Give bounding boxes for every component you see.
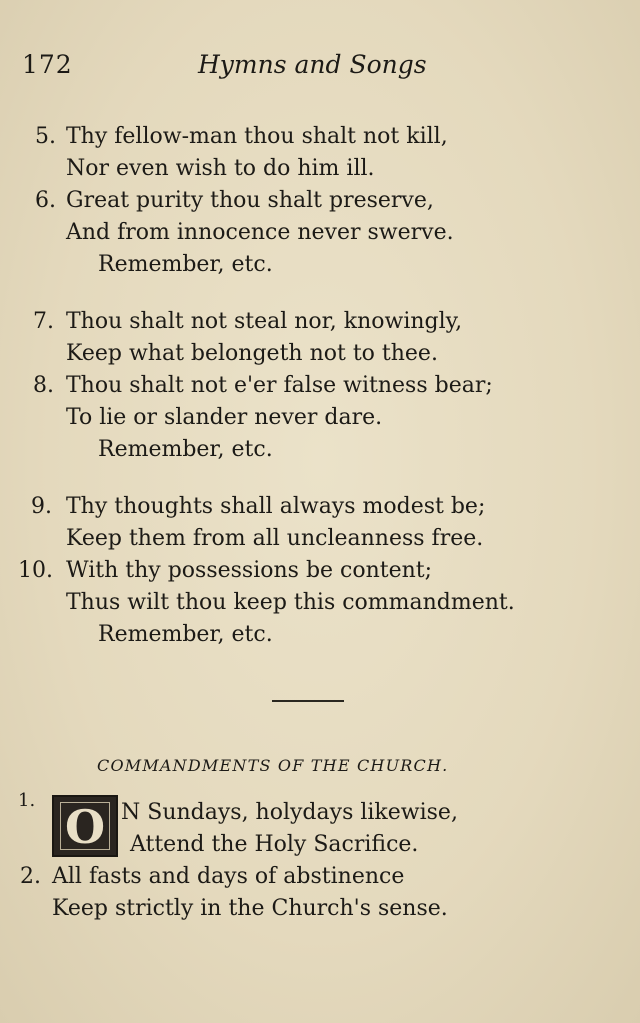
- section-divider: [272, 700, 344, 702]
- refrain: Remember, etc.: [98, 252, 273, 277]
- refrain: Remember, etc.: [98, 437, 273, 462]
- verse-line: Thou shalt not steal nor, knowingly,: [66, 309, 463, 334]
- verse-number: 5.: [35, 124, 56, 149]
- verse-line: Keep strictly in the Church's sense.: [52, 896, 448, 921]
- verse-number: 8.: [33, 373, 54, 398]
- page-number: 172: [22, 50, 73, 79]
- item-number: 1.: [18, 790, 36, 811]
- verse-line: Thy thoughts shall always modest be;: [66, 494, 486, 519]
- ornamental-initial: [52, 795, 118, 857]
- verse-line: With thy possessions be content;: [66, 558, 433, 583]
- verse-line: Keep them from all uncleanness free.: [66, 526, 484, 551]
- verse-line: Great purity thou shalt preserve,: [66, 188, 434, 213]
- verse-line: Thus wilt thou keep this commandment.: [66, 590, 515, 615]
- verse-line: Thy fellow-man thou shalt not kill,: [66, 124, 448, 149]
- running-title: Hymns and Songs: [198, 50, 427, 79]
- section-heading: COMMANDMENTS OF THE CHURCH.: [97, 756, 449, 775]
- verse-line: Attend the Holy Sacrifice.: [130, 832, 419, 857]
- verse-number: 7.: [33, 309, 54, 334]
- refrain: Remember, etc.: [98, 622, 273, 647]
- item-number: 2.: [20, 864, 41, 889]
- verse-line: Nor even wish to do him ill.: [66, 156, 375, 181]
- verse-number: 9.: [31, 494, 52, 519]
- verse-number: 6.: [35, 188, 56, 213]
- verse-line: And from innocence never swerve.: [66, 220, 454, 245]
- verse-line: N Sundays, holydays likewise,: [121, 800, 458, 825]
- verse-line: Keep what belongeth not to thee.: [66, 341, 438, 366]
- verse-line: All fasts and days of abstinence: [52, 864, 405, 889]
- page-header: [0, 50, 640, 84]
- verse-line: Thou shalt not e'er false witness bear;: [66, 373, 493, 398]
- verse-line: To lie or slander never dare.: [66, 405, 383, 430]
- verse-number: 10.: [18, 558, 53, 583]
- initial-letter: O: [64, 800, 106, 854]
- initial-frame: [60, 800, 110, 854]
